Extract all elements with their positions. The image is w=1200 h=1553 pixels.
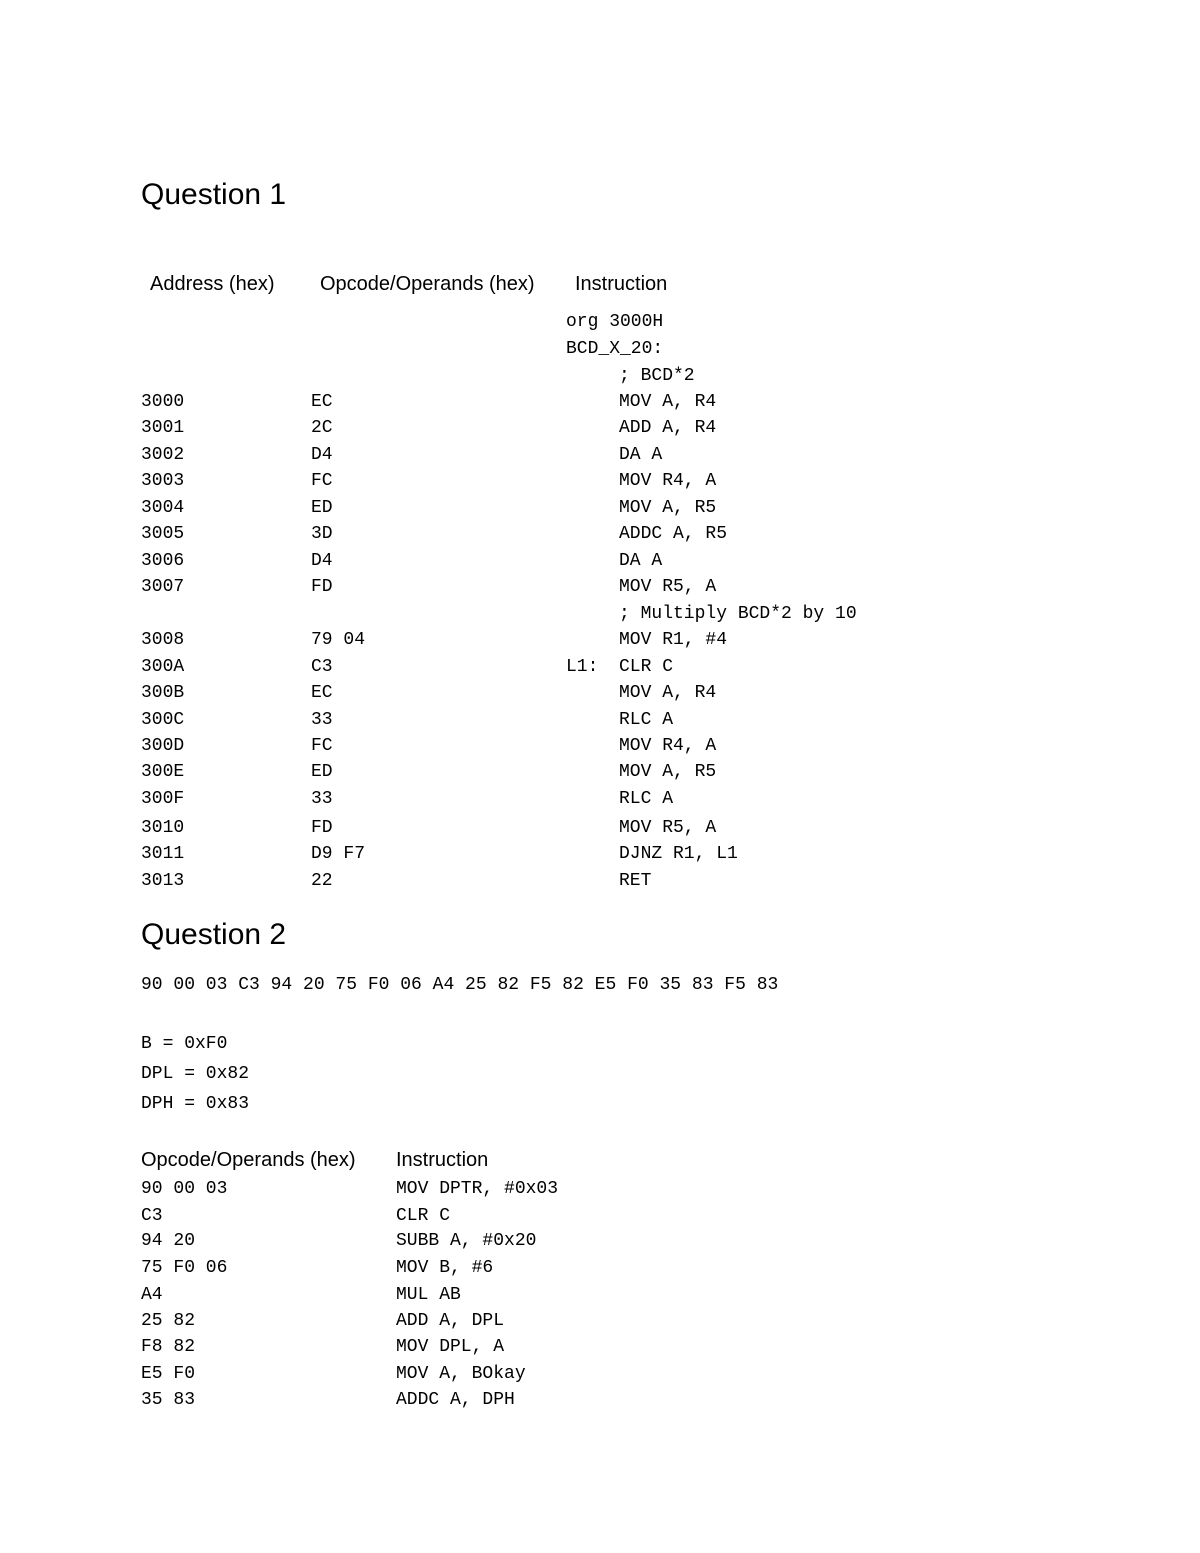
q2-row-opcode: 35 83 (141, 1390, 196, 1410)
q1-row-instruction: RLC A (619, 789, 674, 809)
question-2-title: Question 2 (141, 918, 287, 951)
q1-row-instruction: CLR C (619, 657, 674, 677)
q2-row-instruction: MUL AB (396, 1285, 461, 1305)
q1-row-address: 300A (141, 657, 185, 677)
q1-row-instruction: RLC A (619, 710, 674, 730)
q1-row-instruction: MOV A, R5 (619, 498, 717, 518)
q2-row-instruction: MOV DPL, A (396, 1337, 505, 1357)
q1-row-address: 3006 (141, 551, 185, 571)
q1-org-directive: org 3000H (566, 312, 664, 332)
q1-row-instruction: MOV R4, A (619, 736, 717, 756)
q1-row-opcode: EC (311, 683, 333, 703)
q2-def-dph: DPH = 0x83 (141, 1094, 250, 1114)
q1-row-instruction: ; Multiply BCD*2 by 10 (619, 604, 857, 624)
q2-row-instruction: MOV DPTR, #0x03 (396, 1179, 559, 1199)
q1-row-instruction: ADD A, R4 (619, 418, 717, 438)
q1-row-instruction: RET (619, 871, 652, 891)
q2-row-opcode: 75 F0 06 (141, 1258, 228, 1278)
q1-row-opcode: 2C (311, 418, 333, 438)
q1-row-address: 3002 (141, 445, 185, 465)
q1-row-address: 3004 (141, 498, 185, 518)
q1-row-address: 3013 (141, 871, 185, 891)
q2-def-b: B = 0xF0 (141, 1034, 228, 1054)
q1-row-address: 3005 (141, 524, 185, 544)
q1-row-label: L1: (566, 657, 599, 677)
q1-row-opcode: D4 (311, 445, 333, 465)
q1-opcode-header: Opcode/Operands (hex) (320, 273, 535, 295)
q1-row-address: 3003 (141, 471, 185, 491)
q1-row-instruction: MOV R5, A (619, 577, 717, 597)
q1-row-instruction: MOV R5, A (619, 818, 717, 838)
q1-row-instruction: MOV R4, A (619, 471, 717, 491)
q1-row-instruction: MOV A, R5 (619, 762, 717, 782)
q1-row-address: 3001 (141, 418, 185, 438)
q2-row-opcode: 94 20 (141, 1231, 196, 1251)
q1-row-opcode: FD (311, 577, 333, 597)
q1-row-opcode: ED (311, 498, 333, 518)
q1-row-opcode: FC (311, 471, 333, 491)
q1-row-address: 300D (141, 736, 185, 756)
q2-row-opcode: 25 82 (141, 1311, 196, 1331)
q1-row-instruction: DA A (619, 445, 663, 465)
q2-row-opcode: 90 00 03 (141, 1179, 228, 1199)
q1-row-address: 3000 (141, 392, 185, 412)
q2-row-instruction: ADD A, DPL (396, 1311, 505, 1331)
q2-def-dpl: DPL = 0x82 (141, 1064, 250, 1084)
q1-row-opcode: ED (311, 762, 333, 782)
q1-row-opcode: 22 (311, 871, 333, 891)
q1-row-address: 3008 (141, 630, 185, 650)
q1-row-instruction: MOV R1, #4 (619, 630, 728, 650)
q1-row-opcode: C3 (311, 657, 333, 677)
q1-row-instruction: ; BCD*2 (619, 366, 695, 386)
q2-instruction-header: Instruction (396, 1149, 489, 1171)
q2-row-instruction: SUBB A, #0x20 (396, 1231, 537, 1251)
q1-row-instruction: DA A (619, 551, 663, 571)
q1-routine-label: BCD_X_20: (566, 339, 664, 359)
q1-row-address: 3010 (141, 818, 185, 838)
q1-row-address: 300F (141, 789, 185, 809)
q1-row-opcode: D9 F7 (311, 844, 366, 864)
q2-row-opcode: F8 82 (141, 1337, 196, 1357)
q1-row-opcode: D4 (311, 551, 333, 571)
q1-row-address: 300E (141, 762, 185, 782)
question-1-title: Question 1 (141, 178, 287, 211)
q1-row-instruction: MOV A, R4 (619, 683, 717, 703)
q1-row-instruction: ADDC A, R5 (619, 524, 728, 544)
q1-row-opcode: 3D (311, 524, 333, 544)
q2-row-opcode: C3 (141, 1206, 163, 1226)
q1-address-header: Address (hex) (150, 273, 275, 295)
q2-opcode-header: Opcode/Operands (hex) (141, 1149, 356, 1171)
q1-row-opcode: 33 (311, 789, 333, 809)
q2-row-instruction: CLR C (396, 1206, 451, 1226)
q1-row-opcode: 79 04 (311, 630, 366, 650)
q1-row-instruction: MOV A, R4 (619, 392, 717, 412)
q1-row-opcode: 33 (311, 710, 333, 730)
q1-row-instruction: DJNZ R1, L1 (619, 844, 738, 864)
q2-row-instruction: MOV B, #6 (396, 1258, 494, 1278)
q2-row-instruction: MOV A, BOkay (396, 1364, 526, 1384)
q2-row-instruction: ADDC A, DPH (396, 1390, 515, 1410)
q2-row-opcode: A4 (141, 1285, 163, 1305)
q2-row-opcode: E5 F0 (141, 1364, 196, 1384)
q1-row-opcode: FD (311, 818, 333, 838)
q1-row-address: 3011 (141, 844, 185, 864)
q1-row-address: 300C (141, 710, 185, 730)
q1-row-opcode: EC (311, 392, 333, 412)
q1-instruction-header: Instruction (575, 273, 668, 295)
q2-hex-stream: 90 00 03 C3 94 20 75 F0 06 A4 25 82 F5 82 E5 F0 35 83 F5 83 (141, 975, 779, 995)
q1-row-opcode: FC (311, 736, 333, 756)
q1-row-address: 300B (141, 683, 185, 703)
q1-row-address: 3007 (141, 577, 185, 597)
